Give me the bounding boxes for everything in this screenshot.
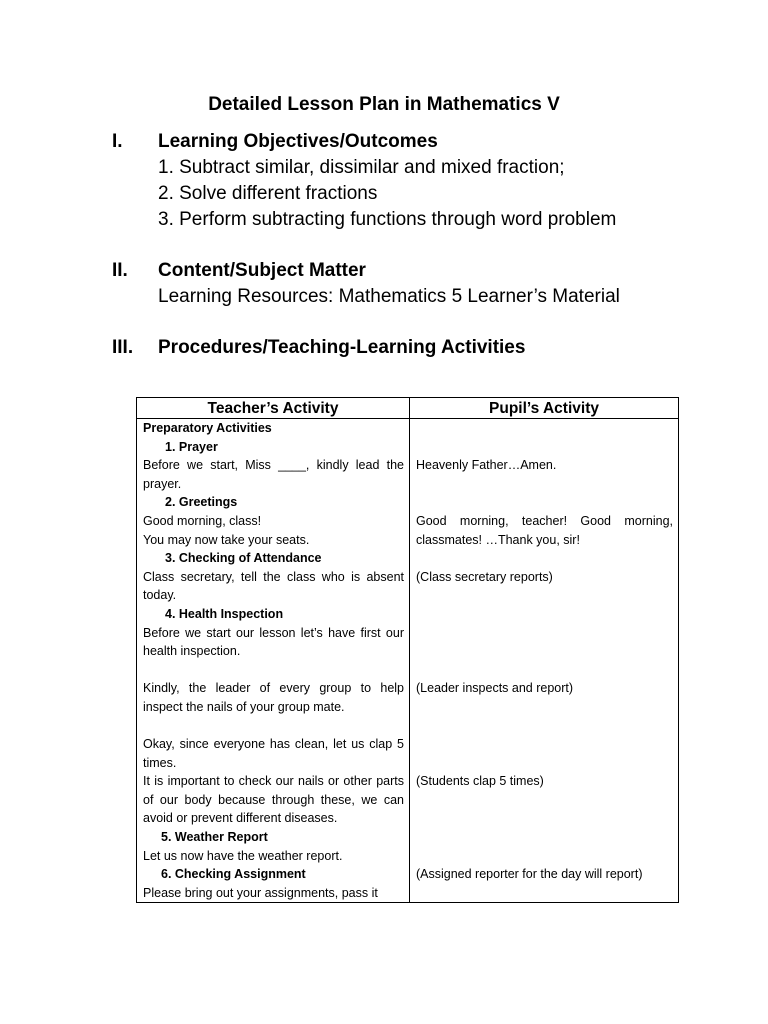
pupil-text: Heavenly Father…Amen. [416,458,557,473]
teacher-text: You may now take your seats. [143,532,310,547]
step-heading-prayer: 1. Prayer [165,439,218,454]
section-number: I. [112,131,123,152]
section-heading: Learning Objectives/Outcomes [158,131,438,152]
pupil-text: (Class secretary reports) [416,569,553,584]
preparatory-heading: Preparatory Activities [143,421,272,435]
teacher-text: Let us now have the weather report. [143,848,343,863]
pupil-text: (Assigned reporter for the day will report) [416,867,643,882]
step-heading-health: 4. Health Inspection [165,606,284,621]
pupil-text: (Students clap 5 times) [416,774,544,789]
activities-table [136,397,679,903]
pupil-text: Good morning, teacher! Good morning, classmates! …Thank you, sir! [416,513,673,547]
objective-item: 3. Perform subtracting functions through word problem [158,209,617,230]
teacher-text: Class secretary, tell the class who is absent today. [143,569,404,603]
pupil-activity-cell [410,419,679,903]
teacher-text: Good morning, class! [143,513,262,528]
teacher-text: Okay, since everyone has clean, let us clap 5 times. [143,737,404,770]
objective-item: 1. Subtract similar, dissimilar and mixed fraction; [158,157,565,178]
teacher-text: Please bring out your assignments, pass it [143,885,378,900]
teacher-activity-cell [137,419,410,903]
step-heading-greetings: 2. Greetings [165,495,238,510]
teacher-text: Before we start, Miss ____, kindly lead the prayer. [143,458,404,491]
step-heading-weather: 5. Weather Report [161,830,268,845]
document-title: Detailed Lesson Plan in Mathematics V [208,94,560,115]
teacher-activity-header: Teacher’s Activity [137,398,410,419]
step-heading-attendance: 3. Checking of Attendance [165,551,322,566]
step-heading-assignment: 6. Checking Assignment [161,867,306,882]
section-number: II. [112,260,128,281]
section-heading: Content/Subject Matter [158,260,366,281]
teacher-text: Before we start our lesson let’s have first our health inspection. [143,625,404,659]
pupil-text: (Leader inspects and report) [416,681,574,696]
section-heading: Procedures/Teaching-Learning Activities [158,337,526,358]
learning-resources: Learning Resources: Mathematics 5 Learner’s Material [158,286,620,307]
teacher-text: Kindly, the leader of every group to help inspect the nails of your group mate. [143,681,404,714]
section-number: III. [112,337,134,358]
teacher-text: It is important to check our nails or other parts of our body because through these, we can avoid or prevent different diseases. [143,774,404,826]
objective-item: 2. Solve different fractions [158,183,378,204]
pupil-activity-header: Pupil’s Activity [410,398,679,419]
